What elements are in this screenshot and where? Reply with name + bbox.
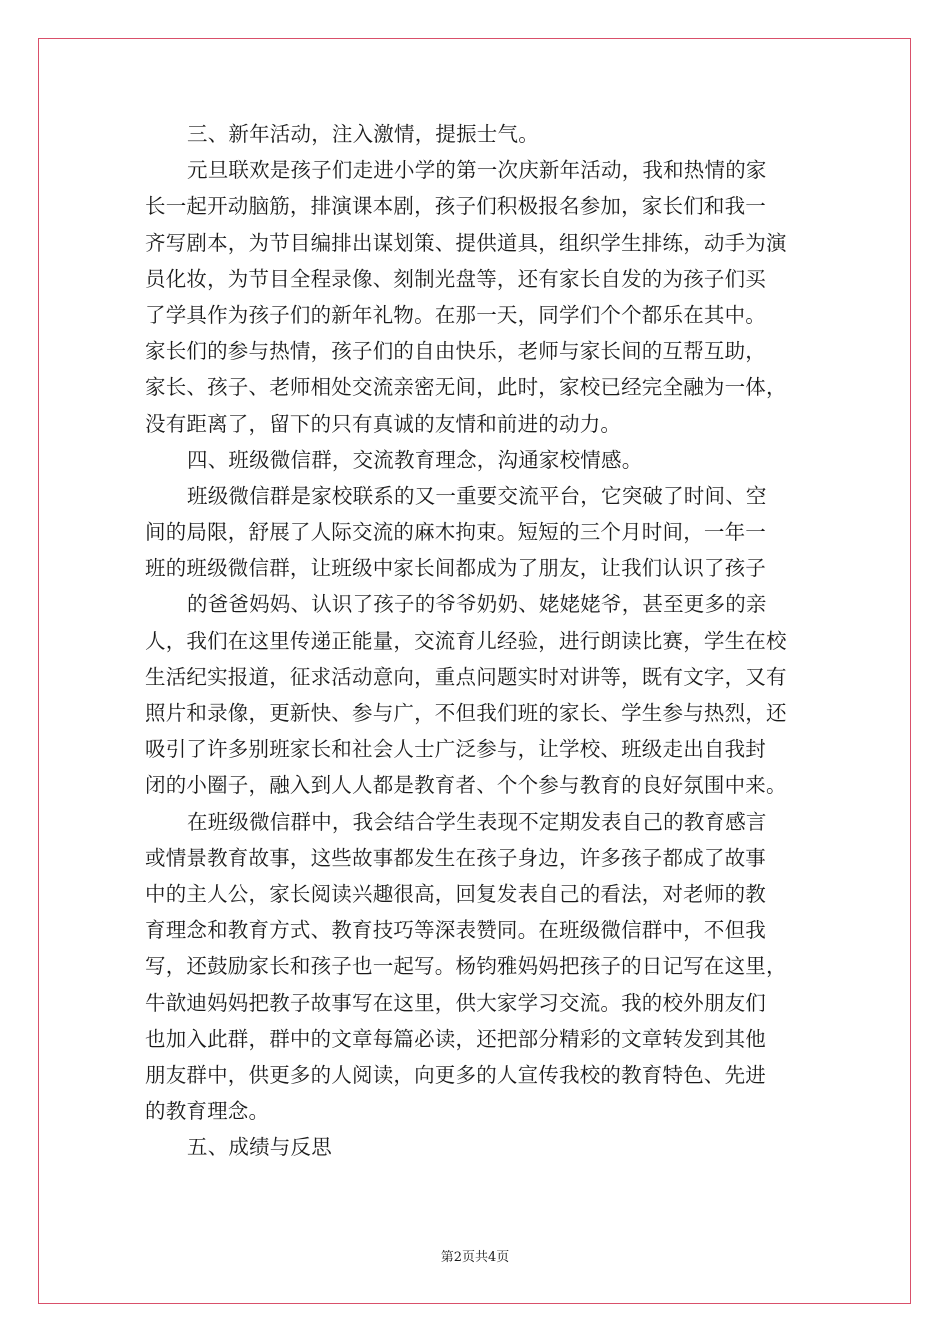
text-line: 四、班级微信群，交流教育理念，沟通家校情感。	[187, 447, 643, 472]
text-line: 间的局限，舒展了人际交流的麻木拘束。短短的三个月时间，一年一	[145, 520, 766, 545]
page-number-footer: 第2页共4页	[440, 1250, 510, 1265]
text-line: 元旦联欢是孩子们走进小学的第一次庆新年活动，我和热情的家	[187, 158, 767, 183]
text-line: 牛歆迪妈妈把教子故事写在这里，供大家学习交流。我的校外朋友们	[145, 990, 766, 1015]
text-line: 的爸爸妈妈、认识了孩子的爷爷奶奶、姥姥姥爷，甚至更多的亲	[187, 592, 767, 617]
text-line: 闭的小圈子，融入到人人都是教育者、个个参与教育的良好氛围中来。	[145, 773, 787, 798]
text-line: 写，还鼓励家长和孩子也一起写。杨钧雅妈妈把孩子的日记写在这里，	[145, 954, 787, 979]
text-line: 朋友群中，供更多的人阅读，向更多的人宣传我校的教育特色、先进	[145, 1062, 766, 1087]
text-line: 的教育理念。	[145, 1099, 270, 1124]
text-line: 班的班级微信群，让班级中家长间都成为了朋友，让我们认识了孩子	[145, 556, 766, 581]
text-line: 五、成绩与反思	[187, 1135, 332, 1160]
text-line: 家长们的参与热情，孩子们的自由快乐，老师与家长间的互帮互助，	[145, 339, 766, 364]
text-line: 长一起开动脑筋，排演课本剧，孩子们积极报名参加，家长们和我一	[145, 194, 766, 219]
text-line: 生活纪实报道，征求活动意向，重点问题实时对讲等，既有文字，又有	[145, 664, 787, 689]
text-line: 或情景教育故事，这些故事都发生在孩子身边，许多孩子都成了故事	[145, 845, 766, 870]
text-line: 员化妆，为节目全程录像、刻制光盘等，还有家长自发的为孩子们买	[145, 266, 766, 291]
document-body	[145, 116, 817, 1165]
text-line: 在班级微信群中，我会结合学生表现不定期发表自己的教育感言	[187, 809, 767, 834]
text-line: 班级微信群是家校联系的又一重要交流平台，它突破了时间、空	[187, 483, 767, 508]
text-line: 中的主人公，家长阅读兴趣很高，回复发表自己的看法，对老师的教	[145, 881, 766, 906]
text-line: 家长、孩子、老师相处交流亲密无间，此时，家校已经完全融为一体，	[145, 375, 787, 400]
text-line: 照片和录像，更新快、参与广，不但我们班的家长、学生参与热烈，还	[145, 701, 787, 725]
text-line: 了学具作为孩子们的新年礼物。在那一天，同学们个个都乐在其中。	[145, 302, 766, 327]
text-line: 人，我们在这里传递正能量，交流育儿经验，进行朗读比赛，学生在校	[145, 628, 787, 653]
text-line: 没有距离了，留下的只有真诚的友情和前进的动力。	[145, 411, 622, 436]
text-line: 育理念和教育方式、教育技巧等深表赞同。在班级微信群中，不但我	[145, 918, 766, 943]
text-line: 齐写剧本，为节目编排出谋划策、提供道具，组织学生排练，动手为演	[145, 230, 787, 255]
text-line: 也加入此群，群中的文章每篇必读，还把部分精彩的文章转发到其他	[145, 1026, 766, 1051]
text-line: 吸引了许多别班家长和社会人士广泛参与，让学校、班级走出自我封	[145, 737, 766, 762]
text-line: 三、新年活动，注入激情，提振士气。	[187, 122, 539, 146]
